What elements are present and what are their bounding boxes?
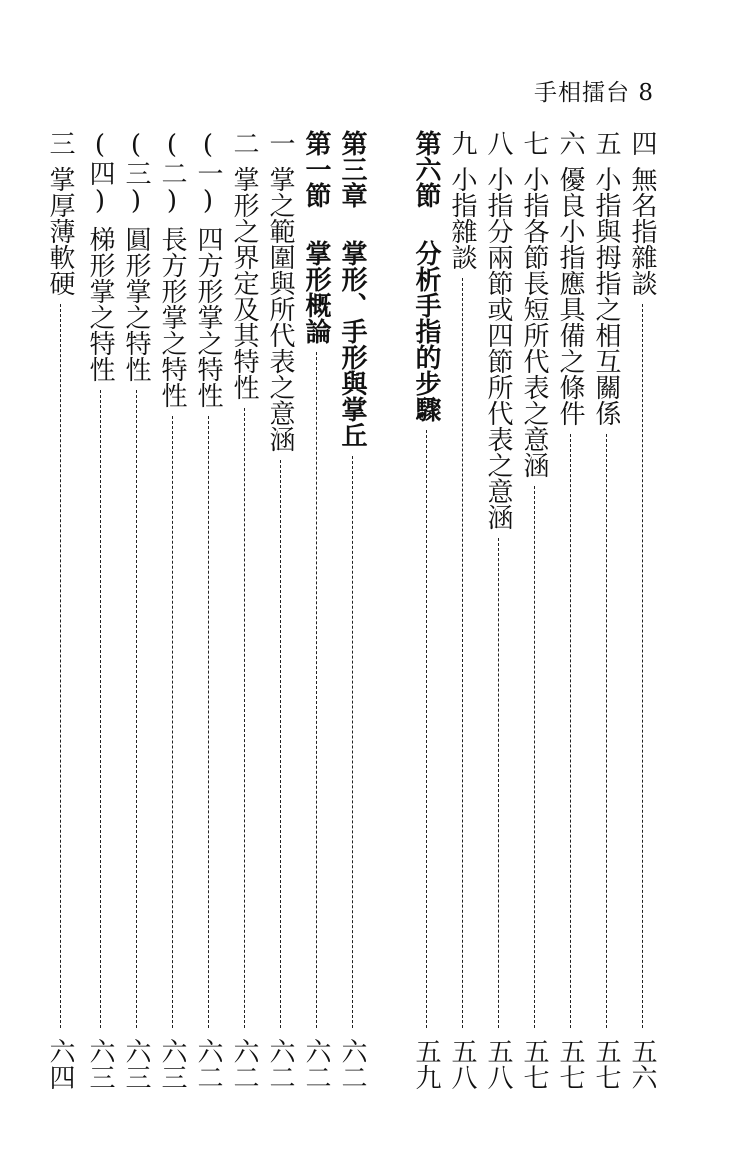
toc-entry-page: 六二 [229,1038,259,1090]
toc-entry-title: 分析手指的步驟 [411,240,441,422]
toc-entry [408,130,444,1090]
toc-entry-number: 二 [229,130,259,156]
toc-entry-number: 第三章 [337,130,367,208]
dotted-leader [352,456,353,1028]
toc-entry-page: 六二 [337,1038,367,1090]
toc-entry [298,130,334,1090]
toc-entry-number: 三 [45,130,75,156]
toc-entry-number: 七 [519,130,549,156]
toc-entry-title: 長方形掌之特性 [157,226,187,408]
toc-entry-title: 掌形、手形與掌丘 [337,240,367,448]
toc-entry [82,130,118,1090]
toc-entry [334,130,370,1090]
dotted-leader [462,278,463,1028]
toc-entry-number: 第一節 [301,130,331,208]
toc-entry [190,130,226,1090]
toc-entry-number: 一 [265,130,295,156]
toc-entry [154,130,190,1090]
dotted-leader [316,352,317,1028]
toc-entry-page: 五八 [483,1038,513,1090]
toc-entry-title: 小指各節長短所代表之意涵 [519,166,549,478]
toc-entry-title: 無名指雜談 [627,166,657,296]
toc-entry-number: 八 [483,130,513,156]
toc-entry [118,130,154,1090]
toc-entry-number: 六 [555,130,585,156]
toc-entry-title: 梯形掌之特性 [85,226,115,382]
toc-entry-title: 小指雜談 [447,166,477,270]
toc-entry-page: 六三 [157,1038,187,1090]
toc-entry [42,130,78,1090]
toc-entry-title: 掌形之界定及其特性 [229,166,259,400]
toc-entry-number: (一) [193,130,223,216]
dotted-leader [498,538,499,1028]
toc-entry-number: (二) [157,130,187,216]
dotted-leader [570,434,571,1028]
toc-entry [226,130,262,1090]
dotted-leader [642,304,643,1028]
toc-entry-number: 四 [627,130,657,156]
toc-entry-title: 小指分兩節或四節所代表之意涵 [483,166,513,530]
toc-entry-number: (四) [85,130,115,216]
toc-entry-title: 優良小指應具備之條件 [555,166,585,426]
dotted-leader [426,430,427,1028]
toc-entry-page: 五八 [447,1038,477,1090]
toc-entry-title: 掌形概論 [301,240,331,344]
page-header: 手相擂台 8 [534,80,654,106]
dotted-leader [172,416,173,1028]
toc-entry-title: 掌之範圍與所代表之意涵 [265,166,295,452]
dotted-leader [534,486,535,1028]
toc-entry-page: 六三 [85,1038,115,1090]
toc-entry [552,130,588,1090]
toc-entry-page: 五七 [555,1038,585,1090]
toc-entry [516,130,552,1090]
dotted-leader [280,460,281,1028]
toc-entry-page: 五九 [411,1038,441,1090]
toc-entry-page: 六二 [193,1038,223,1090]
toc-entry-number: 五 [591,130,621,156]
toc-entry [262,130,298,1090]
toc-entry-page: 五六 [627,1038,657,1090]
toc-entry-title: 小指與拇指之相互關係 [591,166,621,426]
toc-entry-title: 四方形掌之特性 [193,226,223,408]
toc-entry-page: 六二 [265,1038,295,1090]
dotted-leader [100,390,101,1028]
toc-entry-page: 六四 [45,1038,75,1090]
dotted-leader [60,304,61,1028]
toc-entry-page: 五七 [591,1038,621,1090]
toc-entry-number: (三) [121,130,151,216]
toc-entry-title: 掌厚薄軟硬 [45,166,75,296]
toc-entry-number: 九 [447,130,477,156]
toc-entry [588,130,624,1090]
dotted-leader [136,390,137,1028]
toc-entry-page: 五七 [519,1038,549,1090]
toc-entry [624,130,660,1090]
toc-entry-page: 六三 [121,1038,151,1090]
toc-entry [480,130,516,1090]
toc-entry [444,130,480,1090]
dotted-leader [208,416,209,1028]
toc-entry-page: 六二 [301,1038,331,1090]
dotted-leader [606,434,607,1028]
toc-entry-number: 第六節 [411,130,441,208]
dotted-leader [244,408,245,1028]
toc-entry-title: 圓形掌之特性 [121,226,151,382]
